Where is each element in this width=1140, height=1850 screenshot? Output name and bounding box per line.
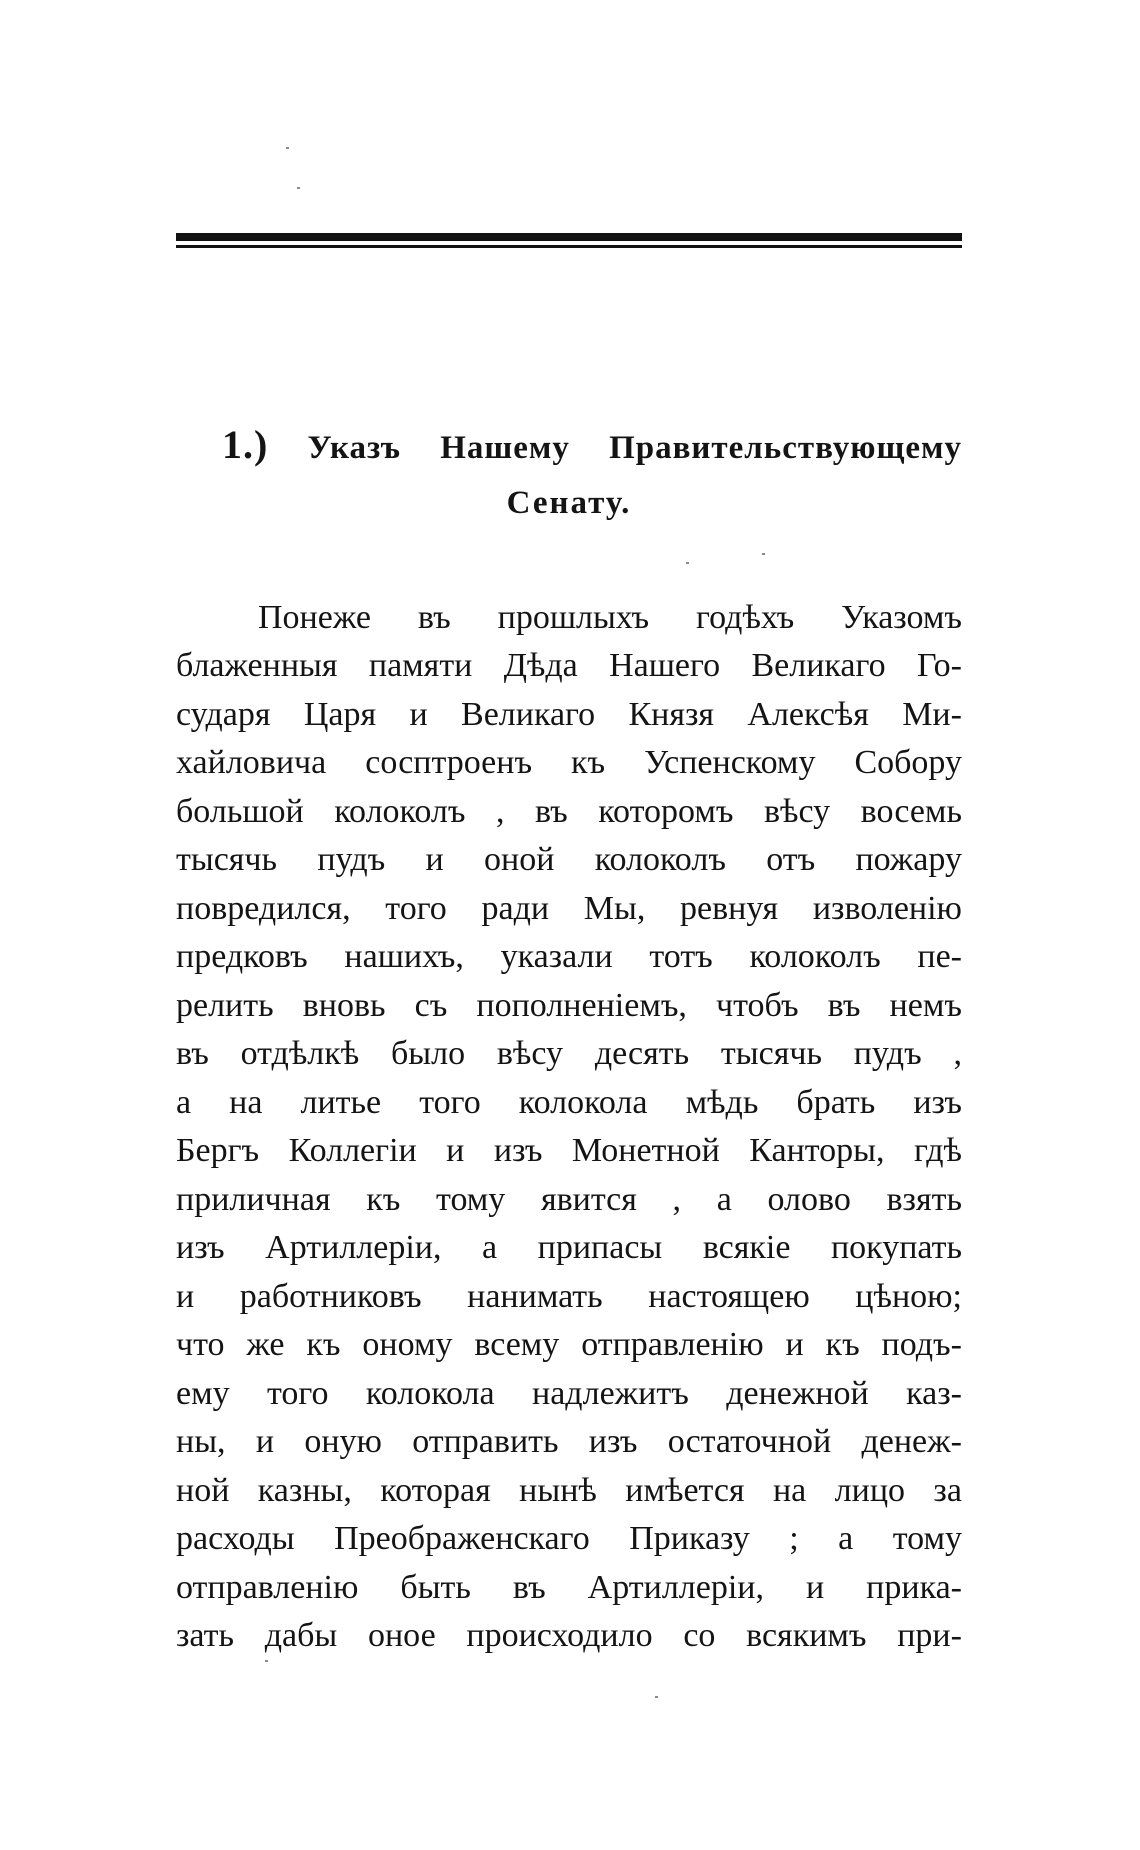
- text-word: ,: [953, 1035, 962, 1072]
- text-word: хайловича: [176, 744, 327, 781]
- text-line: [176, 1508, 962, 1557]
- header-rule-thick: [176, 233, 962, 241]
- text-word: къ: [571, 744, 606, 781]
- text-word: въ: [512, 1568, 546, 1606]
- text-word: ;: [789, 1520, 799, 1557]
- text-word: подъ-: [881, 1326, 962, 1363]
- text-word: колоколъ: [594, 841, 726, 878]
- text-word: вновь: [302, 986, 386, 1024]
- text-word: денеж-: [861, 1423, 962, 1460]
- text-word: нынѣ: [519, 1471, 597, 1509]
- text-line: [176, 926, 962, 975]
- text-word: изъ: [176, 1229, 225, 1266]
- text-word: было: [391, 1035, 466, 1072]
- text-word: оному: [362, 1326, 453, 1363]
- text-word: пожару: [855, 841, 962, 878]
- scan-speck: [286, 147, 289, 149]
- text-word: всему: [474, 1326, 560, 1363]
- text-word: пе-: [917, 938, 962, 975]
- text-word: и: [176, 1277, 195, 1315]
- text-word: и: [805, 1568, 825, 1606]
- text-word: и: [409, 695, 428, 733]
- text-word: изволенію: [812, 889, 962, 927]
- text-word: Артиллеріи,: [587, 1568, 764, 1606]
- text-word: того: [385, 889, 447, 927]
- text-word: отдѣлкѣ: [240, 1035, 360, 1072]
- text-line: [176, 780, 962, 829]
- text-word: въ: [176, 1035, 209, 1072]
- text-word: прика-: [866, 1568, 962, 1606]
- text-word: десять: [594, 1035, 690, 1072]
- text-line: [176, 683, 962, 732]
- text-line: [176, 1217, 962, 1266]
- text-word: колоколъ: [334, 792, 466, 830]
- text-word: отправленію: [581, 1326, 764, 1363]
- text-word: Князя: [628, 695, 715, 733]
- text-word: тому: [892, 1520, 962, 1557]
- text-word: работниковъ: [239, 1277, 422, 1315]
- text-word: имѣется: [625, 1471, 745, 1509]
- text-word: лицо: [834, 1471, 906, 1509]
- text-line: [176, 1120, 962, 1169]
- text-word: вѣсу: [496, 1035, 564, 1072]
- text-word: въ: [417, 598, 451, 636]
- text-word: покупать: [830, 1229, 962, 1266]
- text-word: восемь: [860, 792, 962, 830]
- text-word: чтобъ: [716, 986, 799, 1024]
- text-word: вѣсу: [763, 792, 831, 830]
- text-word: къ: [366, 1180, 401, 1218]
- text-word: Успенскому: [644, 744, 816, 781]
- text-line: [176, 829, 962, 878]
- text-word: къ: [306, 1326, 341, 1363]
- text-word: ны,: [176, 1423, 226, 1460]
- text-word: Алексѣя: [747, 695, 869, 733]
- decree-heading: [176, 422, 962, 521]
- scan-speck: [297, 187, 300, 189]
- text-word: тому: [436, 1180, 506, 1218]
- text-word: прошлыхъ: [497, 598, 650, 636]
- text-word: и: [425, 841, 444, 878]
- text-word: изъ: [493, 1132, 543, 1169]
- text-word: Собору: [854, 744, 962, 781]
- text-word: ной: [176, 1471, 230, 1509]
- text-line: [176, 732, 962, 781]
- decree-number: 1.): [222, 422, 269, 467]
- text-word: надлежитъ: [532, 1374, 689, 1412]
- text-word: а: [716, 1180, 732, 1218]
- text-line: [176, 1071, 962, 1120]
- text-line: [176, 1605, 962, 1654]
- text-word: и: [255, 1423, 275, 1460]
- text-word: быть: [400, 1568, 471, 1606]
- text-word: съ: [414, 986, 448, 1024]
- text-word: отправленію: [176, 1568, 359, 1606]
- text-word: на: [229, 1083, 263, 1121]
- text-word: брать: [796, 1083, 876, 1121]
- text-word: расходы: [176, 1520, 295, 1557]
- text-word: колокола: [518, 1083, 648, 1121]
- text-word: а: [838, 1520, 854, 1557]
- text-word: Понеже: [258, 598, 371, 636]
- text-word: мѣдь: [685, 1083, 759, 1121]
- text-word: а: [482, 1229, 498, 1266]
- text-word: Артиллеріи,: [265, 1229, 442, 1266]
- text-word: при-: [897, 1617, 962, 1654]
- text-word: оную: [304, 1423, 382, 1460]
- text-word: Ми-: [902, 695, 962, 733]
- text-word: же: [246, 1326, 285, 1363]
- text-word: того: [419, 1083, 481, 1121]
- text-word: нанимать: [467, 1277, 603, 1315]
- text-word: указали: [500, 938, 613, 975]
- header-rule-thin: [176, 245, 962, 248]
- text-word: предковъ: [176, 938, 308, 975]
- text-word: литье: [300, 1083, 382, 1121]
- text-word: Го-: [916, 647, 962, 684]
- text-word: олово: [767, 1180, 851, 1218]
- heading-word: Правительствующему: [609, 430, 962, 466]
- text-word: нашихъ,: [344, 938, 464, 975]
- text-word: каз-: [906, 1374, 962, 1412]
- text-word: отъ: [766, 841, 816, 878]
- text-word: повредился,: [176, 889, 351, 927]
- text-word: которомъ: [598, 792, 734, 830]
- text-word: колоколъ: [749, 938, 881, 975]
- text-word: въ: [534, 792, 568, 830]
- text-word: а: [176, 1083, 192, 1121]
- text-word: блаженныя: [176, 647, 338, 684]
- text-line: [176, 1265, 962, 1314]
- text-word: пополненіемъ,: [476, 986, 687, 1024]
- text-word: Канторы,: [749, 1132, 885, 1169]
- heading-word: Нашему: [440, 430, 570, 466]
- text-word: припасы: [537, 1229, 663, 1266]
- text-word: памяти: [368, 647, 473, 684]
- text-line: [176, 877, 962, 926]
- text-word: приличная: [176, 1180, 331, 1218]
- text-word: гдѣ: [913, 1132, 962, 1169]
- text-word: настоящею: [648, 1277, 810, 1315]
- text-word: Указомъ: [841, 598, 962, 636]
- text-word: дабы: [264, 1617, 338, 1654]
- decree-body: [176, 586, 962, 1653]
- text-word: релить: [176, 986, 274, 1024]
- heading-line-1: [176, 422, 962, 467]
- text-word: тысячь: [720, 1035, 822, 1072]
- text-line: [176, 1023, 962, 1072]
- text-word: сударя: [176, 695, 271, 733]
- text-word: денежной: [726, 1374, 869, 1412]
- text-word: Великаго: [461, 695, 596, 733]
- text-word: Приказу: [629, 1520, 750, 1557]
- text-word: Великаго: [751, 647, 886, 684]
- text-word: Бергъ: [176, 1132, 260, 1169]
- text-word: ,: [672, 1180, 682, 1218]
- text-word: колокола: [365, 1374, 495, 1412]
- text-word: ему: [176, 1374, 230, 1412]
- text-word: цѣною;: [855, 1277, 962, 1315]
- text-word: изъ: [588, 1423, 638, 1460]
- text-word: Монетной: [571, 1132, 720, 1169]
- text-word: оное: [367, 1617, 436, 1654]
- text-word: и: [446, 1132, 465, 1169]
- text-word: пудъ: [853, 1035, 922, 1072]
- text-word: немъ: [889, 986, 962, 1024]
- text-line: [176, 1459, 962, 1508]
- text-word: къ: [825, 1326, 860, 1363]
- text-word: тотъ: [649, 938, 713, 975]
- text-line: [176, 635, 962, 684]
- text-word: сосптроенъ: [365, 744, 533, 781]
- text-word: Коллегіи: [288, 1132, 417, 1169]
- text-word: которая: [380, 1471, 491, 1509]
- text-word: на: [772, 1471, 807, 1509]
- scan-speck: [265, 1660, 268, 1662]
- text-line: [176, 586, 962, 635]
- text-line: [176, 1362, 962, 1411]
- text-word: всякіе: [702, 1229, 791, 1266]
- text-word: происходило: [466, 1617, 653, 1654]
- text-word: со: [683, 1617, 716, 1654]
- text-word: зать: [176, 1617, 235, 1654]
- text-line: [176, 1556, 962, 1605]
- text-word: Мы,: [583, 889, 646, 927]
- text-word: ревнуя: [680, 889, 779, 927]
- text-word: Дѣда: [503, 647, 578, 684]
- text-word: Преображенскаго: [334, 1520, 590, 1557]
- text-word: Нашего: [609, 647, 721, 684]
- text-word: тысячь: [176, 841, 278, 878]
- text-line: [176, 1314, 962, 1363]
- text-line: [176, 1411, 962, 1460]
- text-word: оной: [484, 841, 555, 878]
- text-word: что: [176, 1326, 225, 1363]
- text-word: Царя: [303, 695, 377, 733]
- scan-speck: [762, 553, 765, 555]
- scan-speck: [655, 1696, 658, 1698]
- text-word: и: [785, 1326, 804, 1363]
- text-word: явится: [540, 1180, 637, 1218]
- text-word: всякимъ: [746, 1617, 867, 1654]
- scan-speck: [686, 562, 689, 564]
- text-word: пудъ: [317, 841, 386, 878]
- text-line: [176, 1168, 962, 1217]
- text-word: того: [267, 1374, 329, 1412]
- text-line: [176, 974, 962, 1023]
- text-word: большой: [176, 792, 304, 830]
- text-word: взять: [886, 1180, 962, 1218]
- text-word: отправить: [412, 1423, 559, 1460]
- text-word: ради: [481, 889, 550, 927]
- text-word: ,: [495, 792, 505, 830]
- text-word: въ: [827, 986, 861, 1024]
- text-word: годѣхъ: [696, 598, 795, 636]
- text-word: за: [933, 1471, 962, 1509]
- heading-word: Указъ: [307, 430, 401, 466]
- text-word: остаточной: [667, 1423, 832, 1460]
- text-word: казны,: [257, 1471, 352, 1509]
- heading-line-2: Сенату.: [506, 485, 632, 521]
- text-word: изъ: [913, 1083, 962, 1121]
